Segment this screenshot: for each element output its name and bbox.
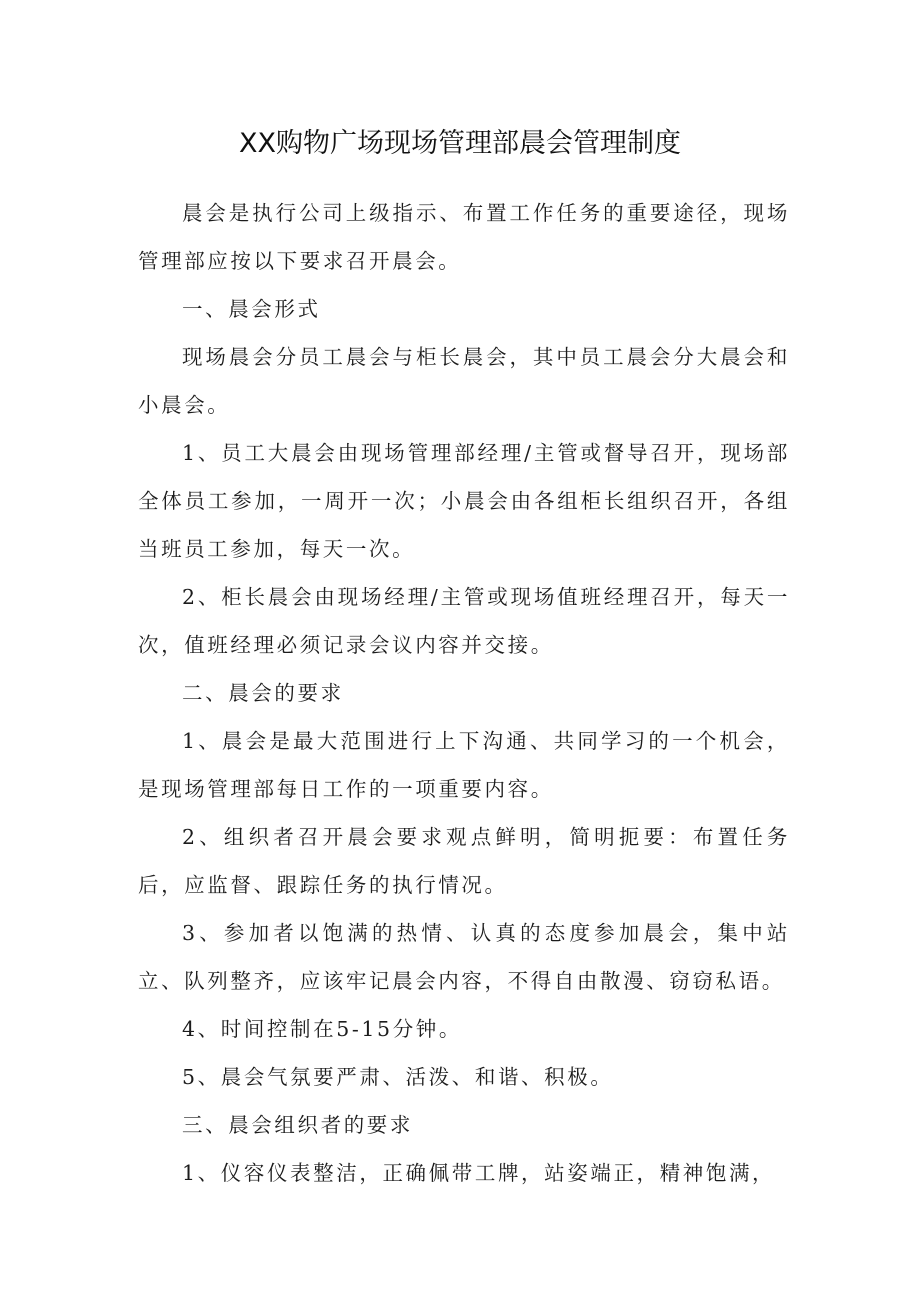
document-title: XX购物广场现场管理部晨会管理制度: [239, 128, 681, 159]
intro-paragraph: 晨会是执行公司上级指示、布置工作任务的重要途径，现场管理部应按以下要求召开晨会。: [138, 201, 790, 273]
list-item: 2、柜长晨会由现场经理/主管或现场值班经理召开，每天一次，值班经理必须记录会议内容并交接。: [138, 585, 790, 657]
document-body: [138, 189, 790, 1197]
list-item: 1、仪容仪表整洁，正确佩带工牌，站姿端正，精神饱满，: [182, 1161, 776, 1185]
list-item: 2、组织者召开晨会要求观点鲜明，简明扼要：布置任务后，应监督、跟踪任务的执行情况。: [138, 825, 790, 897]
section-heading-1: 一、晨会形式: [182, 297, 321, 321]
section-heading-3: 三、晨会组织者的要求: [182, 1113, 413, 1137]
list-item: 4、时间控制在5-15分钟。: [182, 1017, 462, 1041]
section-heading-2: 二、晨会的要求: [182, 681, 344, 705]
list-item: 5、晨会气氛要严肃、活泼、和谐、积极。: [182, 1065, 614, 1089]
list-item: 3、参加者以饱满的热情、认真的态度参加晨会，集中站立、队列整齐，应该牢记晨会内容，不得自由散漫、窃窃私语。: [138, 921, 790, 993]
paragraph: 现场晨会分员工晨会与柜长晨会，其中员工晨会分大晨会和小晨会。: [138, 345, 790, 417]
list-item: 1、员工大晨会由现场管理部经理/主管或督导召开，现场部全体员工参加，一周开一次；小晨会由各组柜长组织召开，各组当班员工参加，每天一次。: [138, 441, 790, 561]
list-item: 1、晨会是最大范围进行上下沟通、共同学习的一个机会，是现场管理部每日工作的一项重要内容。: [138, 729, 790, 801]
